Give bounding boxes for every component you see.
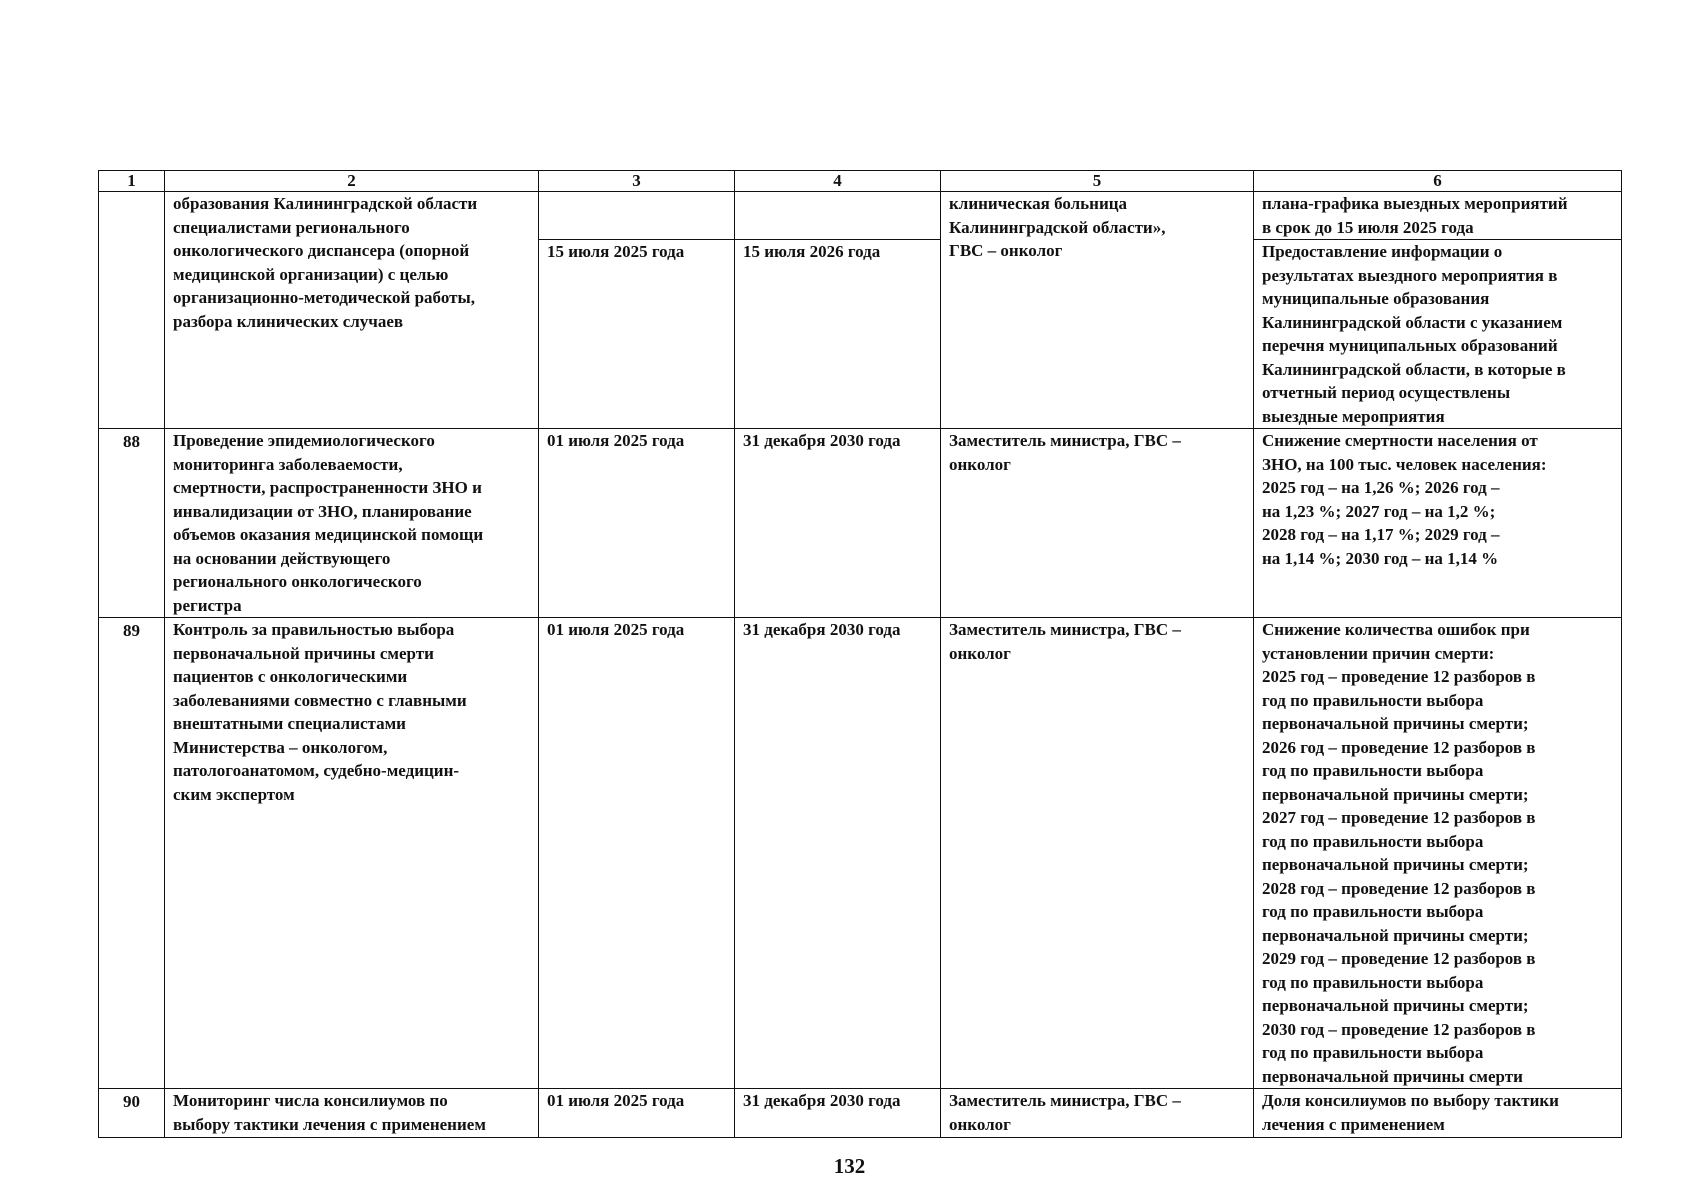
- start-date-cell-empty: [539, 192, 735, 240]
- result-text-bottom: Предоставление информации о результатах выездного мероприятия в муниципальные образования Калининградской области с указанием перечня муниципальных образований Калининградской области, в которые в отчетный период осуществлены выездные мероприятия: [1262, 242, 1566, 426]
- result-cell: [1254, 429, 1622, 618]
- plan-table: [98, 170, 1622, 1138]
- header-col-4: 4: [735, 171, 941, 192]
- end-date-text: 31 декабря 2030 года: [743, 620, 901, 639]
- description-text: Мониторинг числа консилиумов по выбору тактики лечения с применением: [173, 1091, 486, 1134]
- responsible-text: Заместитель министра, ГВС – онколог: [949, 431, 1181, 474]
- header-col-2: 2: [165, 171, 539, 192]
- end-date-text: 31 декабря 2030 года: [743, 1091, 901, 1110]
- result-text: Доля консилиумов по выбору тактики лечения с применением: [1262, 1091, 1559, 1134]
- result-text-top: плана-графика выездных мероприятий в срок до 15 июля 2025 года: [1262, 194, 1568, 237]
- result-cell-bottom: [1254, 240, 1622, 429]
- end-date-text: 31 декабря 2030 года: [743, 431, 901, 450]
- description-cell: [165, 1089, 539, 1138]
- header-col-5: 5: [941, 171, 1254, 192]
- result-text: Снижение количества ошибок при установлении причин смерти: 2025 год – проведение 12 разборов в год по правильности выбора первоначальной причины смерти; 2026 год – проведение 12 разборов в год по правильности выбора первоначальной причины смерти; 2027 год – проведение 12 разборов в год по правильности выбора первоначальной причины смерти; 2028 год – проведение 12 разборов в год по правильности выбора первоначальной причины смерти; 2029 год – проведение 12 разборов в год по правильности выбора первоначальной причины смерти; 2030 год – проведение 12 разборов в год по правильности выбора первоначальной причины смерти: [1262, 620, 1536, 1086]
- responsible-cell: [941, 618, 1254, 1089]
- responsible-cell: [941, 192, 1254, 429]
- responsible-text: Заместитель министра, ГВС – онколог: [949, 620, 1181, 663]
- responsible-text: клиническая больница Калининградской области», ГВС – онколог: [949, 194, 1166, 260]
- description-cell: [165, 618, 539, 1089]
- table-row-continued: [99, 192, 1622, 240]
- description-text: Проведение эпидемиологического мониторинга заболеваемости, смертности, распространенности ЗНО и инвалидизации от ЗНО, планирование объемов оказания медицинской помощи на основании действующего регионального онкологического регистра: [173, 431, 484, 615]
- row-number: 88: [99, 429, 165, 618]
- description-text: образования Калининградской области специалистами регионального онкологического диспансера (опорной медицинской организации) с целью организационно-методической работы, разбора клинических случаев: [173, 194, 478, 331]
- header-col-3: 3: [539, 171, 735, 192]
- result-cell: [1254, 1089, 1622, 1138]
- start-date-text: 15 июля 2025 года: [547, 242, 685, 261]
- end-date-cell: [735, 429, 941, 618]
- start-date-cell: [539, 240, 735, 429]
- table-row-88: [99, 429, 1622, 618]
- header-col-6: 6: [1254, 171, 1622, 192]
- end-date-cell-empty: [735, 192, 941, 240]
- description-cell: [165, 192, 539, 429]
- start-date-text: 01 июля 2025 года: [547, 620, 685, 639]
- responsible-cell: [941, 1089, 1254, 1138]
- table-row-89: [99, 618, 1622, 1089]
- end-date-text: 15 июля 2026 года: [743, 242, 881, 261]
- result-cell: [1254, 618, 1622, 1089]
- end-date-cell: [735, 240, 941, 429]
- table-row-90: [99, 1089, 1622, 1138]
- page-number: 132: [833, 1154, 866, 1178]
- start-date-cell: [539, 1089, 735, 1138]
- responsible-cell: [941, 429, 1254, 618]
- row-number: 90: [99, 1089, 165, 1138]
- description-cell: [165, 429, 539, 618]
- header-col-1: 1: [99, 171, 165, 192]
- end-date-cell: [735, 618, 941, 1089]
- header-row: [99, 171, 1622, 192]
- start-date-text: 01 июля 2025 года: [547, 1091, 685, 1110]
- row-number-cell: [99, 192, 165, 429]
- description-text: Контроль за правильностью выбора первоначальной причины смерти пациентов с онкологическими заболеваниями совместно с главными внештатными специалистами Министерства – онкологом, патологоанатомом, судебно-медицин- ским экспертом: [173, 620, 467, 804]
- result-cell-top: [1254, 192, 1622, 240]
- responsible-text: Заместитель министра, ГВС – онколог: [949, 1091, 1181, 1134]
- start-date-text: 01 июля 2025 года: [547, 431, 685, 450]
- row-number: 89: [99, 618, 165, 1089]
- result-text: Снижение смертности населения от ЗНО, на 100 тыс. человек населения: 2025 год – на 1,26 %; 2026 год – на 1,23 %; 2027 год – на 1,2 %; 2028 год – на 1,17 %; 2029 год – на 1,14 %; 2030 год – на 1,14 %: [1262, 431, 1547, 568]
- start-date-cell: [539, 429, 735, 618]
- end-date-cell: [735, 1089, 941, 1138]
- start-date-cell: [539, 618, 735, 1089]
